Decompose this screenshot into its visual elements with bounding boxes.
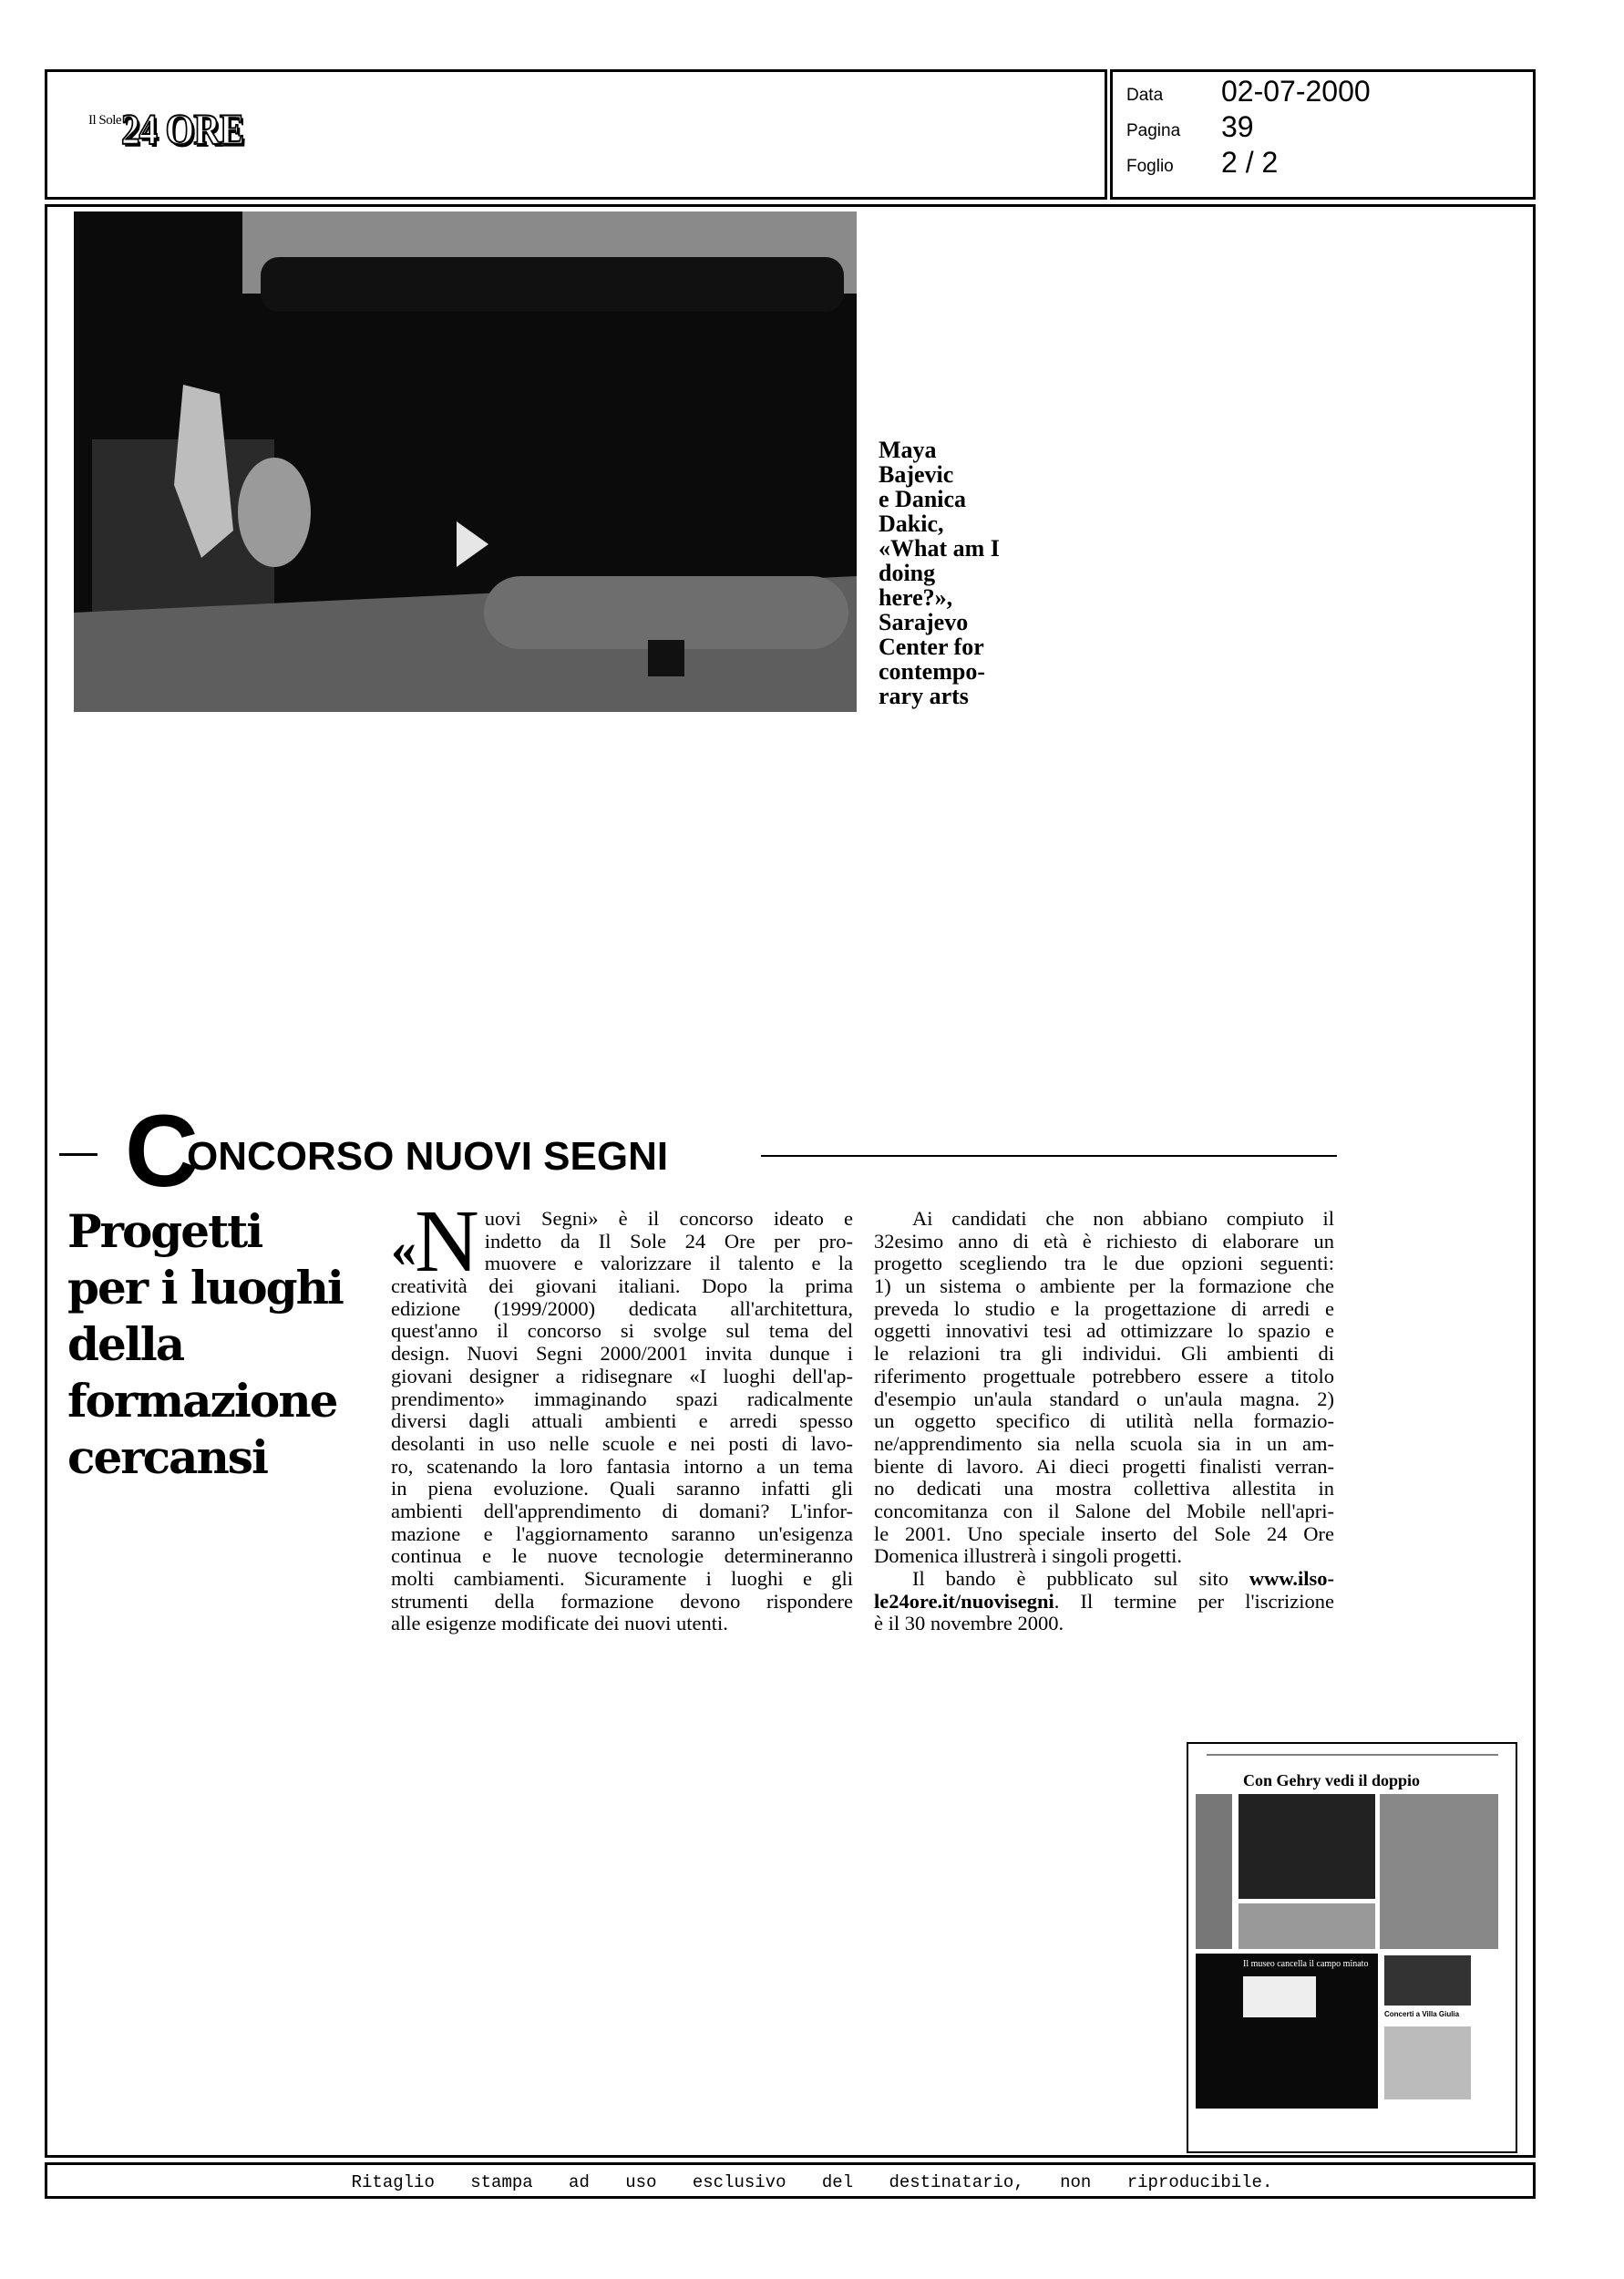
logo-small-text: Il Sole [88, 113, 122, 128]
section-title: ONCORSO NUOVI SEGNI [187, 1134, 669, 1179]
text: . Il termine per l'iscrizione [1054, 1589, 1334, 1613]
thumbnail-headline-2: Il museo cancella il campo minato [1243, 1959, 1369, 1969]
article-text-line: strumenti della formazione devono rispondere [391, 1589, 853, 1613]
article-text-line: creatività dei giovani italiani. Dopo la prima [391, 1274, 853, 1298]
article-text-line: desolanti in uso nelle scuole e nei posti di lavo- [391, 1431, 853, 1455]
photo-image [74, 211, 857, 712]
article-text-line: progetto scegliendo tra le due opzioni seguenti: [874, 1252, 1334, 1275]
section-initial: C [125, 1094, 199, 1208]
article-text-line: muovere e valorizzare il talento e la [484, 1252, 853, 1275]
drop-cap-quote: « [391, 1222, 416, 1278]
article-text-line [874, 1591, 1334, 1614]
thumbnail-headline-3: Concerti a Villa Giulia [1384, 2010, 1460, 2018]
article-text-line: design. Nuovi Segni 2000/2001 invita dunque i [391, 1342, 853, 1366]
thumbnail-image [1188, 1744, 1516, 2151]
page-label: Pagina [1126, 121, 1181, 140]
article-text-line: le relazioni tra gli individui. Gli ambienti di [874, 1342, 1334, 1366]
sheet-value: 2 / 2 [1221, 146, 1279, 179]
article-text-line: Ai candidati che non abbiano compiuto il [912, 1207, 1334, 1230]
logo-big-text: 24 ORE [121, 106, 244, 154]
caption-line: e Danica [879, 486, 967, 512]
article-text-line: concomitanza con il Salone del Mobile nell'apri- [874, 1499, 1334, 1522]
section-rule-right [761, 1155, 1337, 1157]
drop-cap [391, 1192, 479, 1291]
headline-line: della [67, 1317, 184, 1371]
article-text-line: mazione e l'aggiornamento saranno un'esigenza [391, 1521, 853, 1545]
article-text-line [874, 1568, 1334, 1591]
section-rule-left [59, 1153, 98, 1156]
article-text-line: no dedicati una mostra collettiva allestita in [874, 1477, 1334, 1500]
article-text-line: edizione (1999/2000) dedicata all'architettura, [391, 1296, 853, 1320]
page-value: 39 [1221, 110, 1254, 143]
sheet-label: Foglio [1126, 157, 1174, 176]
article-text-line: prendimento» immaginando spazi radicalmente [391, 1387, 853, 1410]
article-text-line: molti cambiamenti. Sicuramente i luoghi e gli [391, 1567, 853, 1590]
article-text-line: diversi dagli attuali ambienti e arredi spesso [391, 1409, 853, 1433]
article-text-line: 1) un sistema o ambiente per la formazione che [874, 1274, 1334, 1298]
caption-line: doing [879, 560, 936, 586]
article-text-line: quest'anno il concorso si svolge sul tema del [391, 1319, 853, 1343]
article-photo [74, 211, 857, 712]
date-value: 02-07-2000 [1221, 75, 1371, 108]
caption-line: here?», [879, 584, 953, 611]
article-text-line: ro, scatenando la loro fantasia intorno a un tema [391, 1454, 853, 1478]
article-text-line: giovani designer a ridisegnare «I luoghi dell'ap- [391, 1364, 853, 1387]
article-text-line: Domenica illustrerà i singoli progetti. [874, 1544, 1183, 1568]
caption-line: rary arts [879, 683, 969, 709]
headline-line: Progetti [67, 1204, 262, 1258]
drop-cap-letter: N [415, 1192, 479, 1291]
caption-line: Sarajevo [879, 609, 969, 635]
article-text-line: 32esimo anno di età è richiesto di elaborare un [874, 1229, 1334, 1253]
caption-line: Center for [879, 634, 984, 660]
text: Il bando è pubblicato sul sito [912, 1567, 1228, 1590]
website-link[interactable]: le24ore.it/nuovisegni [874, 1589, 1054, 1613]
caption-line: Dakic, [879, 510, 944, 537]
date-label: Data [1126, 86, 1164, 105]
article-text-line: in piena evoluzione. Quali saranno infatti gli [391, 1477, 853, 1500]
article-text-line: le 2001. Uno speciale inserto del Sole 24 Ore [874, 1521, 1334, 1545]
caption-line: Maya [879, 437, 937, 463]
website-link[interactable]: www.ilso- [1249, 1567, 1334, 1590]
page-thumbnail [1187, 1742, 1517, 2153]
article-text-line: riferimento progettuale potrebbero essere a titolo [874, 1364, 1334, 1387]
article-text-line: continua e le nuove tecnologie determineranno [391, 1544, 853, 1568]
headline-line: formazione [67, 1374, 337, 1428]
article-text-line: alle esigenze modificate dei nuovi utenti. [391, 1612, 728, 1635]
article-text-line: oggetti innovativi tesi ad ottimizzare lo spazio e [874, 1319, 1334, 1343]
article-text-line: è il 30 novembre 2000. [874, 1612, 1064, 1635]
article-text-line: uovi Segni» è il concorso ideato e [484, 1207, 853, 1230]
headline-line: per i luoghi [67, 1261, 343, 1315]
article-text-line: ne/apprendimento sia nella scuola sia in un am- [874, 1431, 1334, 1455]
section-heading [59, 1094, 1337, 1208]
thumbnail-headline-1: Con Gehry vedi il doppio [1243, 1771, 1421, 1789]
article-text-line: biente di lavoro. Ai dieci progetti finalisti verran- [874, 1454, 1334, 1478]
headline-line: cercansi [67, 1430, 267, 1484]
caption-line: «What am I [879, 535, 1000, 562]
caption-line: contempo- [879, 658, 985, 685]
article-headline [67, 1203, 377, 1486]
article-column-2 [874, 1208, 1334, 1635]
article-text-line: preveda lo studio e la progettazione di arredi e [874, 1296, 1334, 1320]
photo-caption [879, 438, 1024, 708]
newspaper-logo [88, 108, 265, 159]
footer-disclaimer: Ritaglio stampa ad uso esclusivo del destinatario, non riproducibile. [351, 2172, 1273, 2192]
article-text-line: ambienti dell'apprendimento di domani? L'infor- [391, 1499, 853, 1522]
caption-line: Bajevic [879, 461, 954, 488]
article-text-line: un oggetto specifico di utilità nella formazio- [874, 1409, 1334, 1433]
article-text-line: d'esempio un'aula standard o un'aula magna. 2) [874, 1387, 1334, 1410]
article-column-1 [391, 1192, 853, 1635]
article-text-line: indetto da Il Sole 24 Ore per pro- [484, 1229, 853, 1253]
